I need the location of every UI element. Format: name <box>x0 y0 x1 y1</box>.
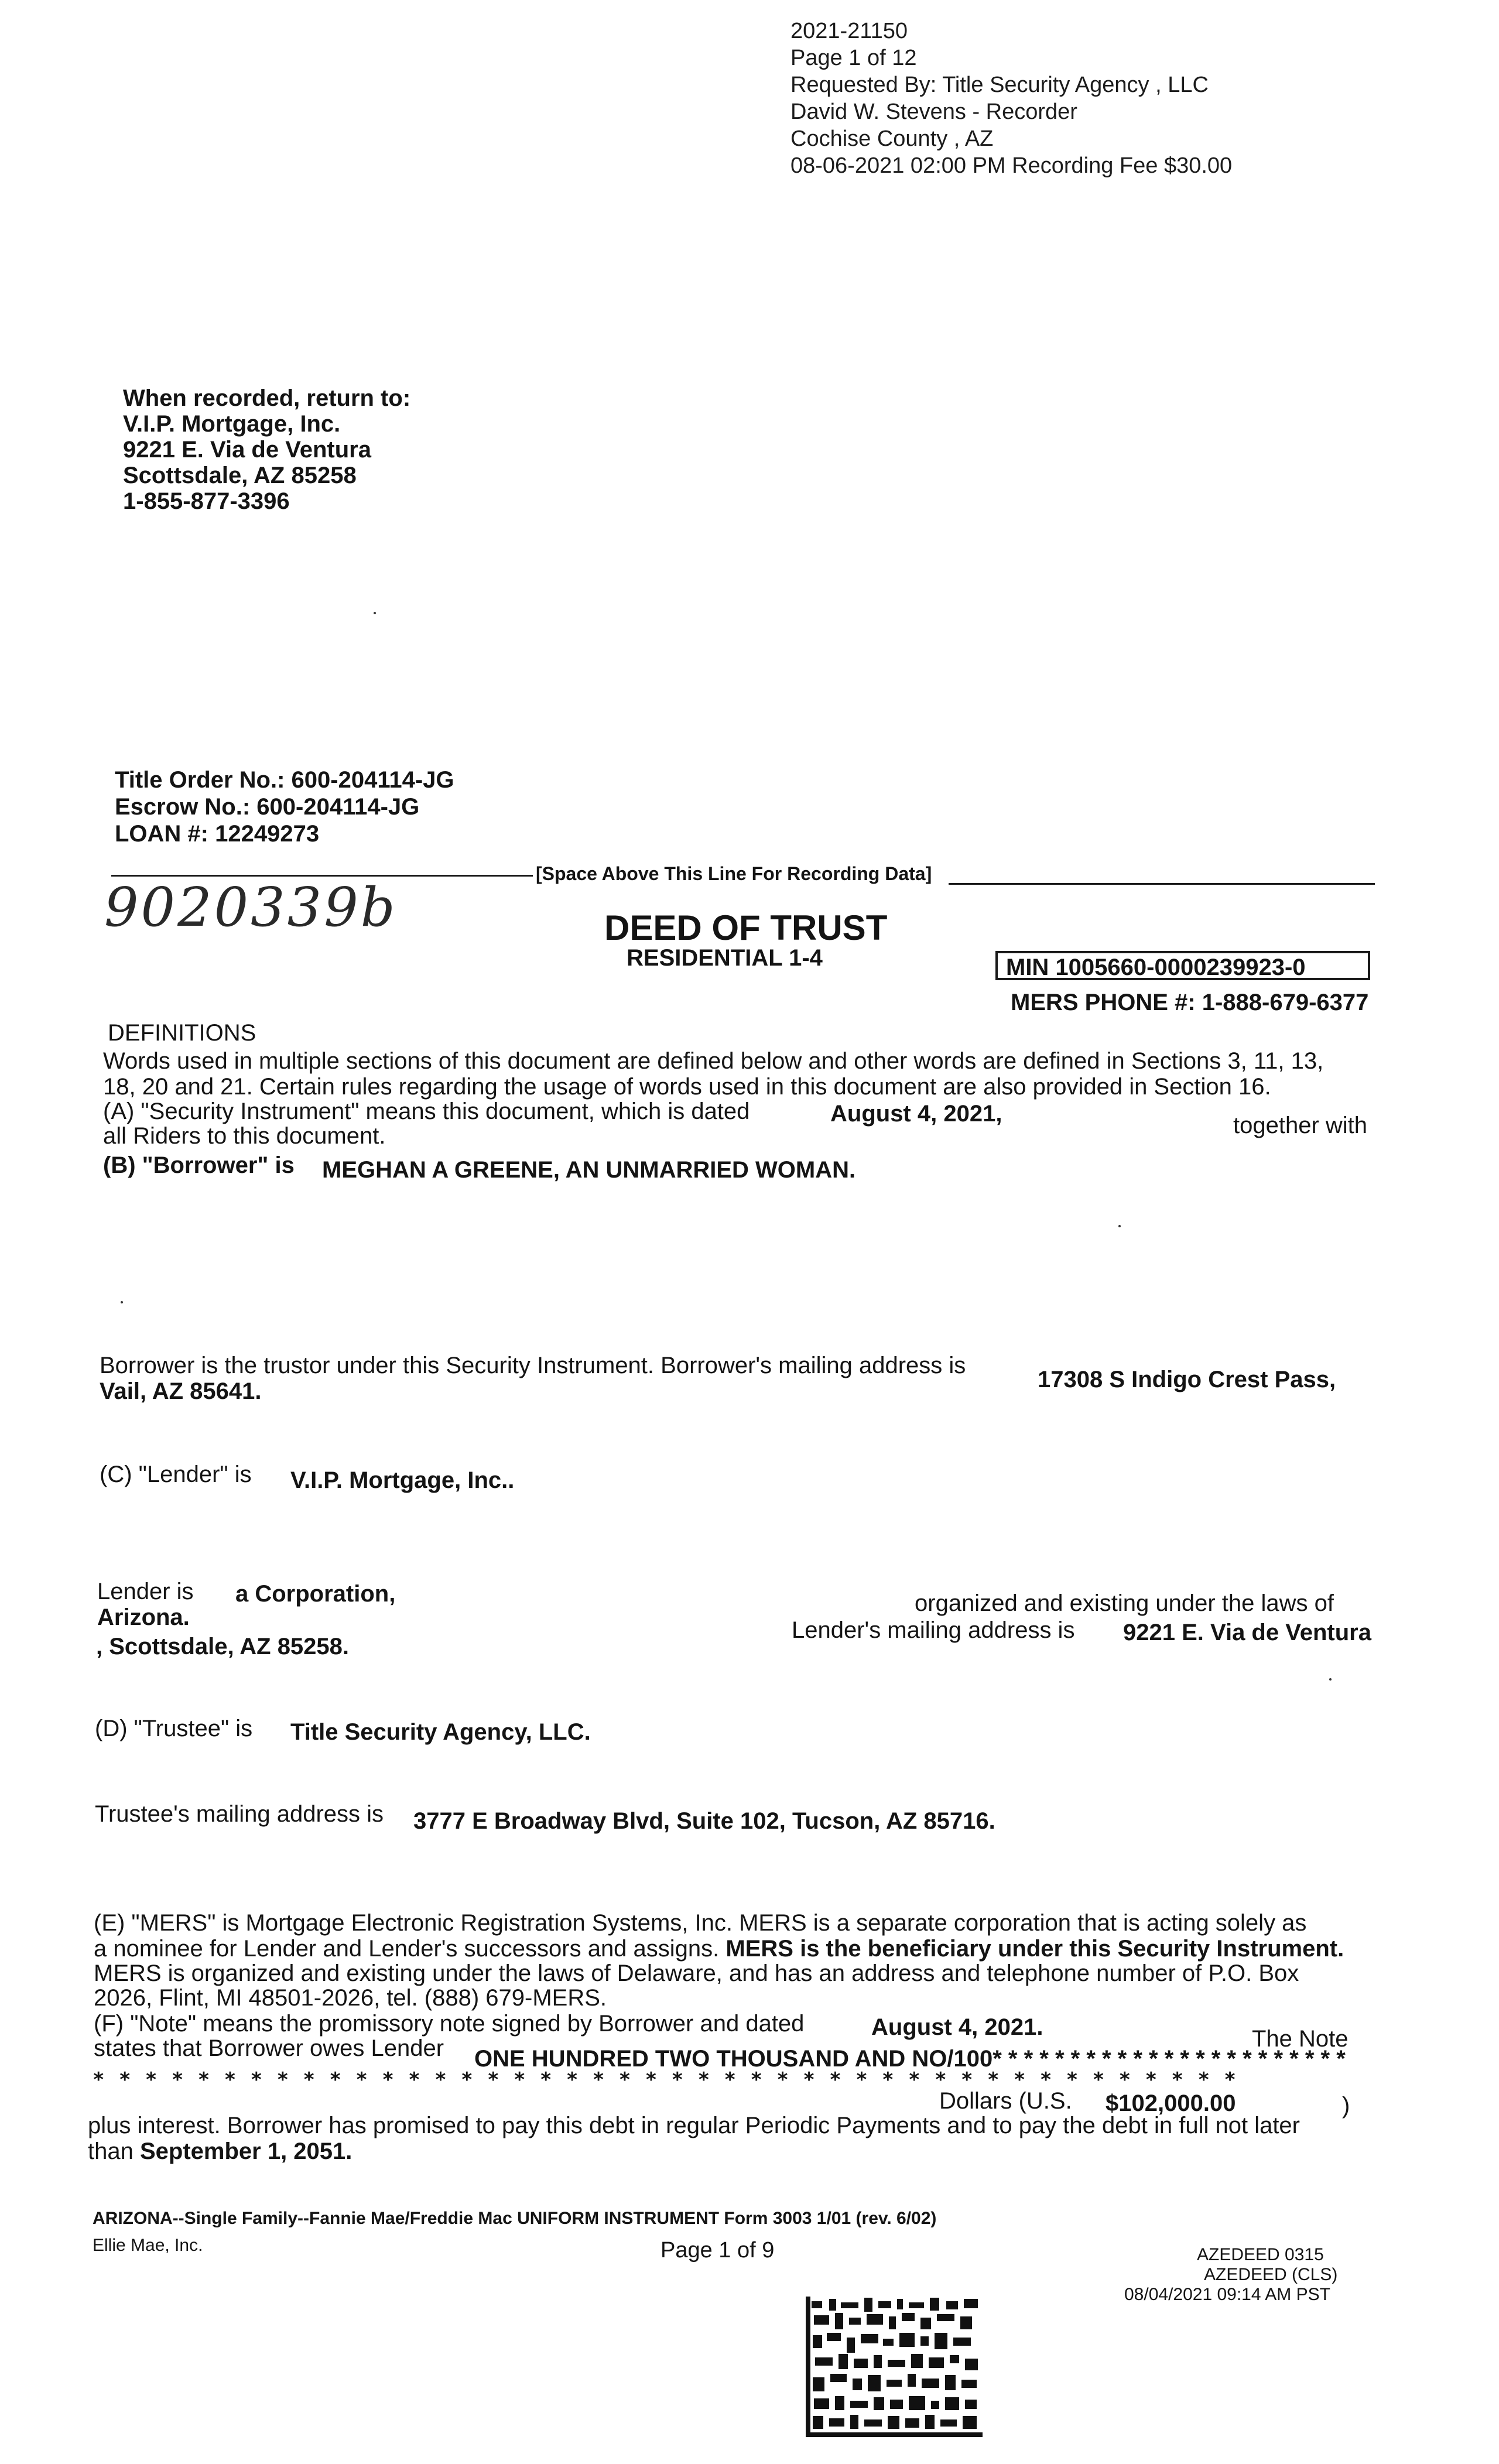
trustee-name: Title Security Agency, LLC. <box>290 1719 591 1745</box>
doc-title: DEED OF TRUST <box>604 908 888 947</box>
recording-space-label: [Space Above This Line For Recording Data] <box>536 863 932 884</box>
borrower-name: MEGHAN A GREENE, AN UNMARRIED WOMAN. <box>322 1157 856 1183</box>
min-number: MIN 1005660-0000239923-0 <box>1006 954 1306 980</box>
def-e-line1: (E) "MERS" is Mortgage Electronic Registration Systems, Inc. MERS is a separate corporation that is acting solely as <box>94 1910 1307 1936</box>
borrower-address-street: 17308 S Indigo Crest Pass, <box>1038 1367 1336 1392</box>
min-box <box>995 951 1370 980</box>
recording-divider-right <box>949 883 1375 885</box>
def-a-prefix: (A) "Security Instrument" means this document, which is dated <box>103 1098 750 1124</box>
def-a-date: August 4, 2021, <box>830 1101 1002 1127</box>
loan-number: LOAN #: 12249273 <box>115 821 320 847</box>
note-date: August 4, 2021. <box>871 2014 1043 2040</box>
definitions-heading: DEFINITIONS <box>108 1020 256 1046</box>
def-a-line2: all Riders to this document. <box>103 1123 386 1149</box>
lender-name: V.I.P. Mortgage, Inc.. <box>290 1467 515 1493</box>
lender-type: a Corporation, <box>235 1581 396 1607</box>
def-d-prefix: (D) "Trustee" is <box>95 1716 253 1741</box>
recording-date-fee: 08-06-2021 02:00 PM Recording Fee $30.00 <box>790 153 1233 178</box>
def-f-prefix: (F) "Note" means the promissory note signed by Borrower and dated <box>94 2011 805 2037</box>
scan-speck <box>121 1301 123 1303</box>
def-a-suffix: together with <box>1233 1113 1368 1138</box>
return-to-phone: 1-855-877-3396 <box>123 488 290 514</box>
footer-timestamp: 08/04/2021 09:14 AM PST <box>1124 2285 1330 2304</box>
def-e-line2-bold: MERS is the beneficiary under this Security Instrument. <box>725 1936 1344 1962</box>
handwritten-number: 9020339b <box>104 876 398 939</box>
trustee-address: 3777 E Broadway Blvd, Suite 102, Tucson, AZ 85716. <box>413 1808 995 1834</box>
definitions-intro-line2: 18, 20 and 21. Certain rules regarding the usage of words used in this document are also provided in Section 16. <box>103 1074 1271 1100</box>
def-f-line5-prefix: than <box>88 2138 134 2164</box>
def-e-line4: 2026, Flint, MI 48501-2026, tel. (888) 679-MERS. <box>94 1985 607 2011</box>
recording-county: Cochise County , AZ <box>790 126 994 151</box>
doc-subtitle: RESIDENTIAL 1-4 <box>627 945 823 971</box>
def-f-line2: states that Borrower owes Lender <box>94 2035 444 2061</box>
footer-form-code-cls: AZEDEED (CLS) <box>1204 2265 1338 2284</box>
lender-address-street: 9221 E. Via de Ventura <box>1123 1620 1371 1645</box>
def-f-suffix: The Note <box>1252 2026 1349 2052</box>
definitions-intro-line1: Words used in multiple sections of this document are defined below and other words are defined in Sections 3, 11, 13, <box>103 1048 1324 1074</box>
recording-number: 2021-21150 <box>790 19 908 43</box>
scan-speck <box>374 612 376 614</box>
return-to-heading: When recorded, return to: <box>123 385 411 411</box>
note-amount: $102,000.00 <box>1106 2090 1236 2116</box>
trustee-address-prefix: Trustee's mailing address is <box>95 1801 384 1827</box>
title-order-number: Title Order No.: 600-204114-JG <box>115 767 454 793</box>
mers-phone: MERS PHONE #: 1-888-679-6377 <box>1011 990 1369 1015</box>
barcode-2d-icon <box>806 2297 983 2437</box>
scan-speck <box>1329 1678 1332 1681</box>
return-to-name: V.I.P. Mortgage, Inc. <box>123 411 341 437</box>
recording-requested-by: Requested By: Title Security Agency , LLC <box>790 73 1209 97</box>
lender-organized-text: organized and existing under the laws of <box>915 1590 1334 1616</box>
def-f-line5 <box>88 2138 352 2165</box>
note-amount-words: ONE HUNDRED TWO THOUSAND AND NO/100* * * * * * * * * * * * * * * * * * * * * * * <box>474 2046 1346 2072</box>
def-f-line4: plus interest. Borrower has promised to pay this debt in regular Periodic Payments and to pay the debt in full not later <box>88 2113 1300 2138</box>
escrow-number: Escrow No.: 600-204114-JG <box>115 794 420 820</box>
footer-form-code: AZEDEED 0315 <box>1197 2245 1324 2264</box>
scan-speck <box>1118 1225 1121 1227</box>
note-amount-stars: * * * * * * * * * * * * * * * * * * * * * * * * * * * * * * * * * * * * * * * * * * * * <box>93 2068 1237 2092</box>
lender-is-label: Lender is <box>97 1579 194 1604</box>
def-e-line3: MERS is organized and existing under the laws of Delaware, and has an address and telephone number of P.O. Box <box>94 1960 1299 1986</box>
note-amount-close: ) <box>1342 2093 1350 2119</box>
recording-page-count: Page 1 of 12 <box>790 46 917 70</box>
note-dollars-label: Dollars (U.S. <box>939 2088 1072 2114</box>
footer-form-line: ARIZONA--Single Family--Fannie Mae/Freddie Mac UNIFORM INSTRUMENT Form 3003 1/01 (rev. 6/02) <box>93 2209 937 2228</box>
def-e-line2-plain: a nominee for Lender and Lender's successors and assigns. <box>94 1936 720 1962</box>
return-to-street: 9221 E. Via de Ventura <box>123 437 371 463</box>
recording-recorder: David W. Stevens - Recorder <box>790 100 1077 124</box>
def-e-line2 <box>94 1936 1344 1962</box>
maturity-date: September 1, 2051. <box>139 2138 352 2164</box>
borrower-address-prefix: Borrower is the trustor under this Security Instrument. Borrower's mailing address is <box>100 1353 966 1378</box>
footer-company: Ellie Mae, Inc. <box>93 2236 203 2255</box>
return-to-city: Scottsdale, AZ 85258 <box>123 463 357 488</box>
lender-address-prefix: Lender's mailing address is <box>792 1617 1075 1643</box>
def-c-prefix: (C) "Lender" is <box>100 1462 252 1487</box>
lender-state: Arizona. <box>97 1604 190 1630</box>
lender-address-city: , Scottsdale, AZ 85258. <box>96 1634 350 1659</box>
footer-page-number: Page 1 of 9 <box>660 2238 775 2263</box>
borrower-address-city: Vail, AZ 85641. <box>100 1378 262 1404</box>
def-b-prefix: (B) "Borrower" is <box>103 1152 295 1178</box>
